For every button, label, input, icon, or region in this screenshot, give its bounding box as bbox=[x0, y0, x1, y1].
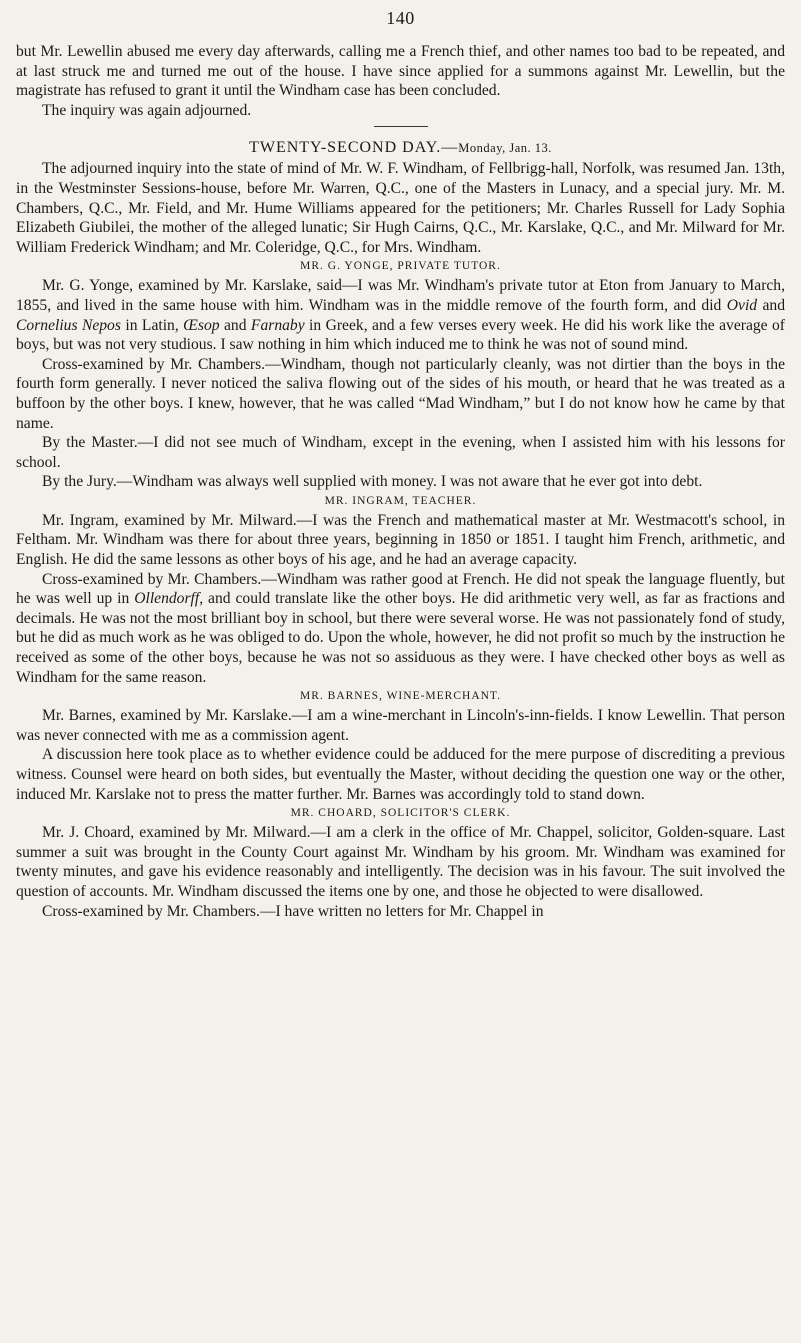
book-title: Farnaby bbox=[250, 316, 305, 334]
barnes-discussion: A discussion here took place as to whether evidence could be adduced for the mere purpose of discrediting a previous witness. Counsel were heard on both sides, but eventually the Master, without deciding the question one way or the other, induced Mr. Karslake not to press the matter further. Mr. Barnes was accordingly told to stand down. bbox=[16, 746, 785, 803]
yonge-cross-examination: Cross-examined by Mr. Chambers.—Windham, though not particularly cleanly, was not dirtier than the boys in the fourth form generally. I never noticed the saliva flowing out of the sides of his mouth, or heard that he was treated as a buffoon by the other boys. I knew, however, that he was called “Mad Windham,” but I do not know how he came by that name. bbox=[16, 355, 785, 432]
choard-cross-examination: Cross-examined by Mr. Chambers.—I have written no letters for Mr. Chappel in bbox=[42, 902, 544, 920]
yonge-by-jury: By the Jury.—Windham was always well supplied with money. I was not aware that he ever got into debt. bbox=[42, 473, 703, 491]
book-title: Cornelius Nepos bbox=[16, 316, 121, 334]
day-date: Monday, Jan. 13. bbox=[458, 141, 552, 156]
ingram-examination: Mr. Ingram, examined by Mr. Milward.—I was the French and mathematical master at Mr. Westmacott's school, in Feltham. Mr. Windham was there for about three years, beginning in 1850 or 1851. I taught him French, arithmetic, and English. He did the same lessons as other boys of his age, and he had an average capacity. bbox=[16, 511, 785, 569]
opening-paragraph: but Mr. Lewellin abused me every day afterwards, calling me a French thief, and other names too bad to be repeated, and at last struck me and turned me out of the house. I have since applied for a summons against Mr. Lewellin, but the magistrate has refused to grant it until the Windham case has been concluded. bbox=[16, 43, 785, 100]
day-intro-paragraph: The adjourned inquiry into the state of mind of Mr. W. F. Windham, of Fellbrigg-hall, Norfolk, was resumed Jan. 13th, in the Westminster Sessions-house, before Mr. Warren, Q.C., one of the Masters in Lunacy, and a special jury. Mr. M. Chambers, Q.C., Mr. Field, and Mr. Hume Williams appeared for the petitioners; Mr. Charles Russell for Lady Sophia Elizabeth Giubilei, the mother of the alleged lunatic; Sir Hugh Cairns, Q.C., Mr. Karslake, Q.C., and Mr. Milward for Mr. William Frederick Windham; and Mr. Coleridge, Q.C., for Mrs. Windham. bbox=[16, 160, 785, 256]
choard-examination: Mr. J. Choard, examined by Mr. Milward.—I am a clerk in the office of Mr. Chappel, solicitor, Golden-square. Last summer a suit was brought in the County Court against Mr. Windham by his groom. Mr. Windham was examined for twenty minutes, and gave his evidence reasonably and intelligently. The decision was in his favour. The suit involved the question of accounts. Mr. Windham discussed the items one by one, and those he objected to were disallowed. bbox=[16, 824, 785, 900]
adjournment-note: The inquiry was again adjourned. bbox=[42, 101, 252, 119]
witness-heading-yonge: MR. G. YONGE, PRIVATE TUTOR. bbox=[300, 260, 501, 273]
yonge-examination: Mr. G. Yonge, examined by Mr. Karslake, said—I was Mr. Windham's private tutor at Eton from January to March, 1855, and lived in the same house with him. Windham was in the middle remove of the fourth form, and did Ovid and Cornelius Nepos in Latin, Œsop and Farnaby in Greek, and a few verses every week. He did his work like the average of boys, but was not very studious. I saw nothing in him which induced me to think he was not of sound mind. bbox=[16, 277, 786, 354]
day-title: TWENTY-SECOND DAY.— bbox=[249, 139, 459, 157]
witness-heading-barnes: MR. BARNES, WINE-MERCHANT. bbox=[300, 690, 501, 703]
barnes-examination: Mr. Barnes, examined by Mr. Karslake.—I am a wine-merchant in Lincoln's-inn-fields. I know Lewellin. That person was never connected with me as a commission agent. bbox=[16, 707, 785, 744]
day-heading bbox=[16, 139, 785, 157]
witness-heading-ingram: MR. INGRAM, TEACHER. bbox=[324, 494, 477, 507]
yonge-by-master: By the Master.—I did not see much of Windham, except in the evening, when I assisted him with his lessons for school. bbox=[16, 434, 785, 471]
section-divider bbox=[374, 126, 428, 127]
book-title: Ollendorff bbox=[134, 590, 200, 608]
book-title: Ovid bbox=[726, 296, 758, 314]
book-title: Œsop bbox=[183, 316, 220, 334]
page-number: 140 bbox=[386, 8, 415, 28]
ingram-cross-examination: Cross-examined by Mr. Chambers.—Windham was rather good at French. He did not speak the language fluently, but he was well up in Ollendorff, and could translate like the other boys. He did arithmetic very well, as far as fractions and decimals. He was not the most brilliant boy in school, but there were several worse. He was not passionately fond of study, but he did as much work as he was obliged to do. Upon the whole, however, he did not profit so much by the instruction he received as some of the other boys, because he was not so assiduous as they were. I have checked other boys as well as Windham for the same reason. bbox=[16, 570, 785, 686]
witness-heading-choard: MR. CHOARD, SOLICITOR'S CLERK. bbox=[290, 807, 511, 820]
